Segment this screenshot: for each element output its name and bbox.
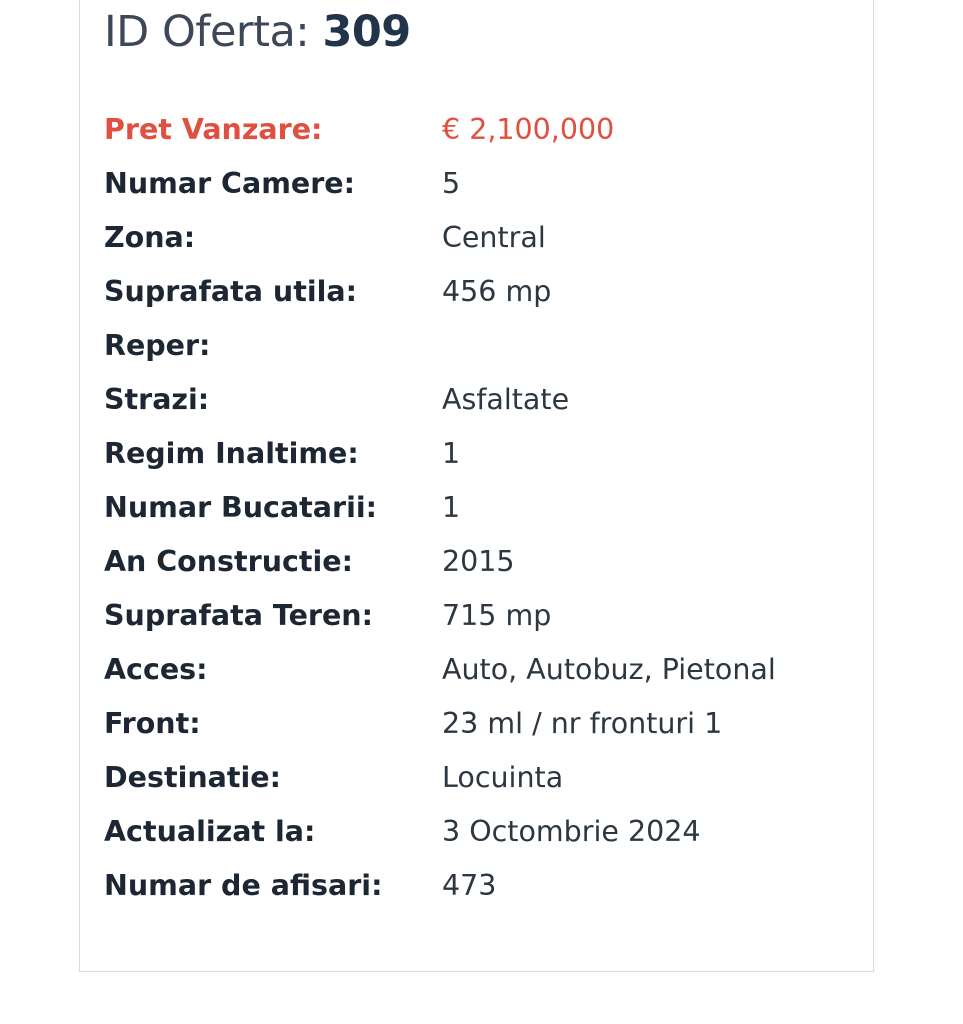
offer-specs-table bbox=[104, 103, 845, 913]
table-row bbox=[104, 481, 845, 535]
offer-details-body bbox=[80, 0, 873, 913]
table-row bbox=[104, 589, 845, 643]
offer-specs-body bbox=[104, 103, 845, 913]
table-row bbox=[104, 427, 845, 481]
spec-label: Strazi: bbox=[104, 383, 210, 417]
spec-value: 715 mp bbox=[442, 599, 552, 633]
spec-value: Asfaltate bbox=[442, 383, 570, 417]
spec-value: 2015 bbox=[442, 545, 515, 579]
table-row bbox=[104, 265, 845, 319]
spec-label: Front: bbox=[104, 707, 201, 741]
spec-label: Destinatie: bbox=[104, 761, 281, 795]
spec-label: Suprafata utila: bbox=[104, 275, 357, 309]
table-row bbox=[104, 751, 845, 805]
table-row bbox=[104, 373, 845, 427]
spec-label: Regim Inaltime: bbox=[104, 437, 359, 471]
spec-label: Numar Camere: bbox=[104, 167, 356, 201]
table-row bbox=[104, 643, 845, 697]
spec-value: 3 Octombrie 2024 bbox=[442, 815, 701, 849]
spec-label: Suprafata Teren: bbox=[104, 599, 373, 633]
spec-label: An Constructie: bbox=[104, 545, 353, 579]
spec-label: Acces: bbox=[104, 653, 208, 687]
table-row bbox=[104, 103, 845, 157]
table-row bbox=[104, 157, 845, 211]
spec-value: 23 ml / nr fronturi 1 bbox=[442, 707, 723, 741]
offer-details-card bbox=[79, 0, 874, 972]
spec-label: Pret Vanzare: bbox=[104, 113, 323, 147]
table-row bbox=[104, 211, 845, 265]
spec-value: 1 bbox=[442, 437, 461, 471]
spec-value: Auto, Autobuz, Pietonal bbox=[442, 653, 776, 687]
table-row bbox=[104, 535, 845, 589]
spec-value bbox=[442, 319, 845, 373]
spec-label: Reper: bbox=[104, 329, 211, 363]
offer-id-value: 309 bbox=[322, 7, 411, 57]
spec-value: € 2,100,000 bbox=[442, 113, 615, 147]
spec-value: 456 mp bbox=[442, 275, 552, 309]
spec-label: Actualizat la: bbox=[104, 815, 316, 849]
spec-value: 473 bbox=[442, 869, 497, 903]
table-row bbox=[104, 859, 845, 913]
spec-value: Central bbox=[442, 221, 546, 255]
spec-label: Numar de afisari: bbox=[104, 869, 383, 903]
spec-label: Numar Bucatarii: bbox=[104, 491, 378, 525]
table-row bbox=[104, 697, 845, 751]
spec-value: Locuinta bbox=[442, 761, 564, 795]
page-title bbox=[104, 8, 845, 57]
page-title-prefix: ID Oferta: bbox=[104, 7, 323, 57]
table-row bbox=[104, 805, 845, 859]
spec-label: Zona: bbox=[104, 221, 196, 255]
table-row bbox=[104, 319, 845, 373]
spec-value: 1 bbox=[442, 491, 461, 525]
spec-value: 5 bbox=[442, 167, 461, 201]
